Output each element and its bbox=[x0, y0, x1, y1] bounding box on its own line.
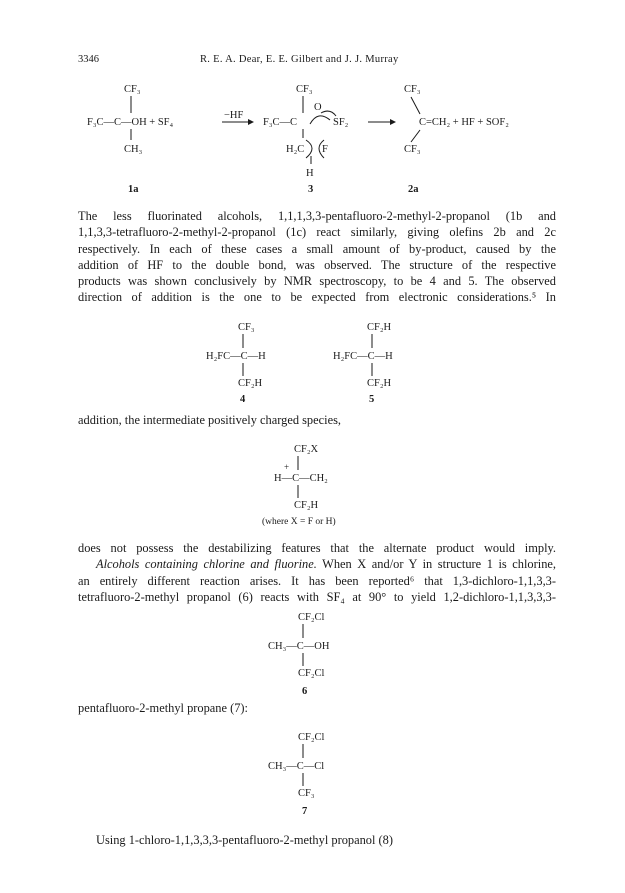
scheme1-c3-h: H bbox=[306, 168, 314, 179]
label-compound-7: 7 bbox=[302, 806, 308, 817]
s7-mid: CH₃—C—Cl bbox=[268, 761, 325, 772]
scheme1-c3-oxygen: O bbox=[314, 102, 322, 113]
s5-left: H₂FC—C—H bbox=[333, 351, 393, 362]
paragraph-2 bbox=[78, 412, 556, 428]
label-compound-4: 4 bbox=[240, 394, 246, 405]
scheme1-c3-sf2: SF₂ bbox=[333, 117, 349, 128]
s4-top: CF₃ bbox=[238, 322, 255, 333]
paragraph-3-line-2 bbox=[78, 556, 556, 572]
scheme1-c2-top: CF₃ bbox=[404, 84, 421, 95]
scheme1-c3-top: CF₃ bbox=[296, 84, 313, 95]
scheme1-c3-f: F bbox=[322, 144, 328, 155]
paragraph-3-line-3: an entirely different reaction arises. It has been reported⁶ that 1,3-dichloro-1,1,3,3- bbox=[78, 573, 556, 588]
scheme1-c1-left: F₃C—C—OH + SF₄ bbox=[87, 117, 174, 128]
s3-plus: + bbox=[284, 462, 290, 472]
scheme1-arrow1-label: −HF bbox=[224, 110, 244, 121]
paragraph-1-line: direction of addition is the one to be expected from electronic considerations.⁵ In bbox=[78, 290, 556, 305]
electron-arrow bbox=[321, 111, 336, 116]
paragraph-1-line: The less fluorinated alcohols, 1,1,1,3,3-pentafluoro-2-methyl-2-propanol (1b and bbox=[78, 209, 556, 223]
label-compound-1a: 1a bbox=[128, 184, 139, 195]
intermediate-cation-structure bbox=[0, 440, 625, 530]
paragraph-2-text: addition, the intermediate positively charged species, bbox=[78, 413, 341, 427]
structures-4-and-5 bbox=[0, 318, 625, 420]
s4-left: H₂FC—C—H bbox=[206, 351, 266, 362]
label-compound-5: 5 bbox=[369, 394, 375, 405]
scheme1-c3-left: F₃C—C bbox=[263, 117, 298, 128]
s5-top: CF₂H bbox=[367, 322, 392, 333]
structure-6 bbox=[0, 608, 625, 698]
paragraph-3-line-2-rest: When X and/or Y in structure 1 is chlorine, bbox=[316, 557, 556, 572]
s3-bottom: CF₂H bbox=[294, 500, 319, 511]
scheme1-c1-top: CF₃ bbox=[124, 84, 141, 95]
label-compound-2a: 2a bbox=[408, 184, 419, 195]
s5-bottom: CF₂H bbox=[367, 378, 392, 389]
scheme1-c2-bottom: CF₃ bbox=[404, 144, 421, 155]
scheme1-c2-mid: C=CH₂ + HF + SOF₂ bbox=[419, 117, 509, 128]
running-title: R. E. A. Dear, E. E. Gilbert and J. J. Murray bbox=[200, 54, 399, 65]
s6-top: CF₂Cl bbox=[298, 612, 325, 623]
s6-mid: CH₃—C—OH bbox=[268, 641, 330, 652]
paragraph-3-line-1: does not possess the destabilizing features that the alternate product would imply. bbox=[78, 541, 556, 555]
paragraph-3-line-4: tetrafluoro-2-methyl propanol (6) reacts with SF₄ at 90° to yield 1,2-dichloro-1,1,3,3,3- bbox=[78, 589, 556, 604]
paragraph-1 bbox=[78, 208, 556, 306]
s4-bottom: CF₂H bbox=[238, 378, 263, 389]
paragraph-5 bbox=[78, 832, 556, 848]
s7-bottom: CF₃ bbox=[298, 788, 315, 799]
page-number: 3346 bbox=[78, 54, 99, 65]
paragraph-4 bbox=[78, 700, 556, 716]
paragraph-4-text: pentafluoro-2-methyl propane (7): bbox=[78, 701, 248, 715]
paragraph-1-line: 1,1,3,3-tetrafluoro-2-methyl-2-propanol (1c) react similarly, giving olefins 2b and 2c bbox=[78, 225, 556, 240]
s6-bottom: CF₂Cl bbox=[298, 668, 325, 679]
s3-note: (where X = F or H) bbox=[262, 517, 336, 527]
s3-top: CF₂X bbox=[294, 444, 319, 455]
scheme1-c3-h2c: H₂C bbox=[286, 144, 305, 155]
structure-7 bbox=[0, 728, 625, 828]
section-run-in-heading: Alcohols containing chlorine and fluorine. bbox=[96, 557, 317, 572]
reaction-scheme-1 bbox=[0, 80, 625, 200]
paragraph-3 bbox=[78, 540, 556, 605]
label-compound-3: 3 bbox=[308, 184, 314, 195]
paragraph-1-line: respectively. In each of these cases a small amount of by-product, caused by the bbox=[78, 241, 556, 256]
paragraph-1-line: addition of HF to the double bond, was observed. The structure of the respective bbox=[78, 257, 556, 272]
s7-top: CF₂Cl bbox=[298, 732, 325, 743]
s3-mid: H—C—CH₂ bbox=[274, 473, 328, 484]
label-compound-6: 6 bbox=[302, 686, 308, 697]
paragraph-1-line: products was shown conclusively by NMR spectroscopy, to be 4 and 5. The observed bbox=[78, 274, 556, 289]
scheme1-c1-bottom: CH₃ bbox=[124, 144, 143, 155]
paragraph-5-text: Using 1-chloro-1,1,3,3,3-pentafluoro-2-methyl propanol (8) bbox=[96, 833, 393, 847]
